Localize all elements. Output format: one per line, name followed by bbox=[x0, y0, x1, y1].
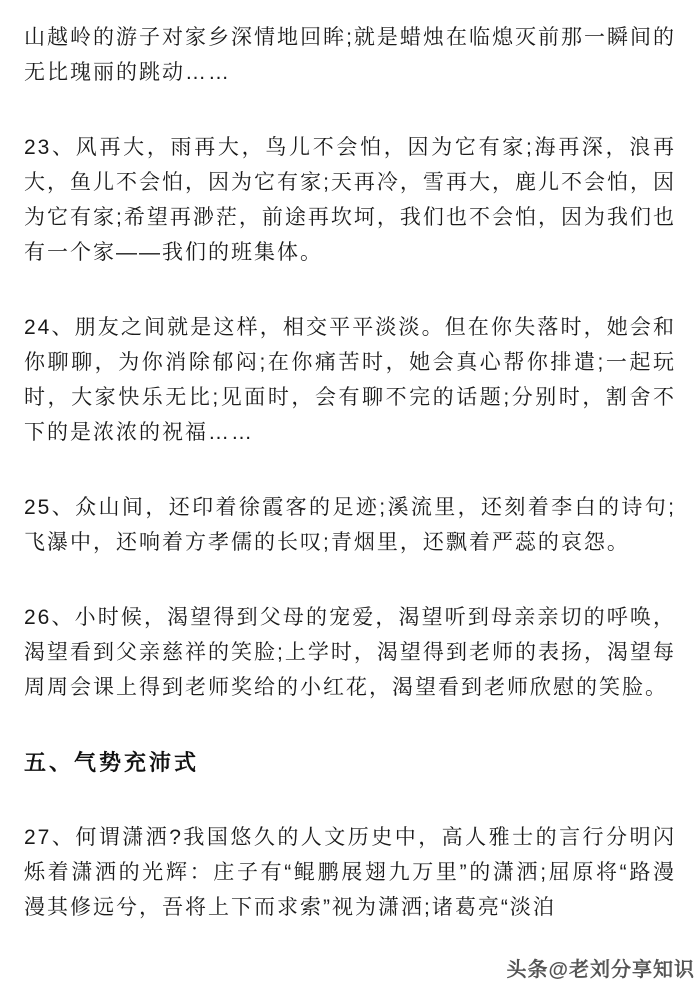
section-heading: 五、气势充沛式 bbox=[24, 750, 200, 775]
paragraph-item-27: 27、何谓潇洒?我国悠久的人文历史中，高人雅士的言行分明闪烁着潇洒的光辉：庄子有“鲲鹏展翅九万里”的潇洒;屈原将“路漫漫其修远兮，吾将上下而求索”视为潇洒;诸葛亮“淡泊 bbox=[24, 826, 676, 919]
paragraph-continuation: 山越岭的游子对家乡深情地回眸;就是蜡烛在临熄灭前那一瞬间的无比瑰丽的跳动…… bbox=[24, 26, 676, 84]
paragraph-item-26: 26、小时候，渴望得到父母的宠爱，渴望听到母亲亲切的呼唤，渴望看到父亲慈祥的笑脸;上学时，渴望得到老师的表扬，渴望每周周会课上得到老师奖给的小红花，渴望看到老师欣慰的笑脸。 bbox=[24, 606, 676, 699]
paragraph-item-23: 23、风再大，雨再大，鸟儿不会怕，因为它有家;海再深，浪再大，鱼儿不会怕，因为它有家;天再冷，雪再大，鹿儿不会怕，因为它有家;希望再渺茫，前途再坎坷，我们也不会怕，因为我们也有一个家——我们的班集体。 bbox=[24, 136, 676, 264]
paragraph-item-24: 24、朋友之间就是这样，相交平平淡淡。但在你失落时，她会和你聊聊，为你消除郁闷;在你痛苦时，她会真心帮你排遣;一起玩时，大家快乐无比;见面时，会有聊不完的话题;分别时，割舍不下的是浓浓的祝福…… bbox=[24, 316, 676, 444]
paragraph-item-25: 25、众山间，还印着徐霞客的足迹;溪流里，还刻着李白的诗句;飞瀑中，还响着方孝儒的长叹;青烟里，还飘着严蕊的哀怨。 bbox=[24, 496, 676, 554]
watermark: 头条@老刘分享知识 bbox=[506, 959, 695, 981]
